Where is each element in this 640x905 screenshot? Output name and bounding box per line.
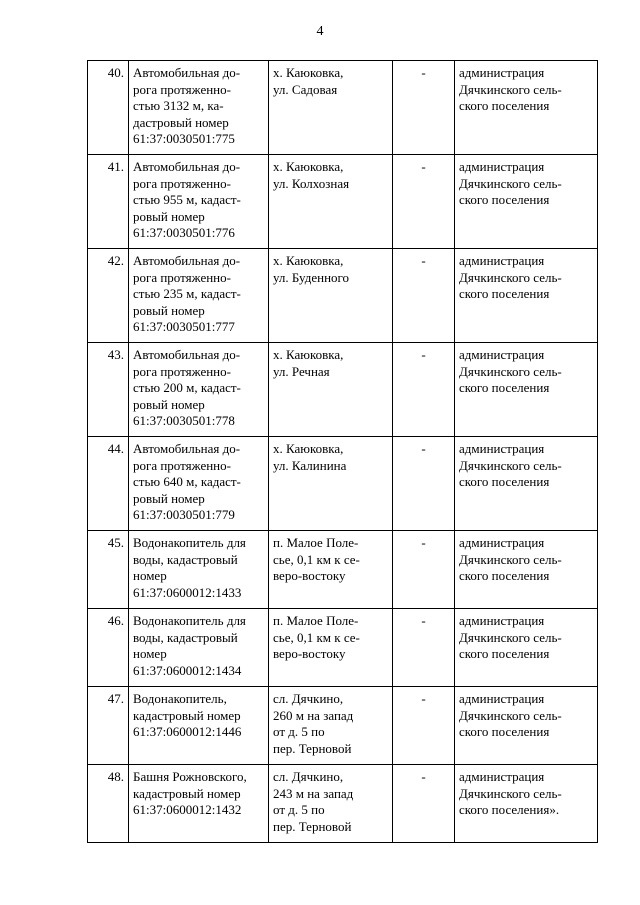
table-row bbox=[88, 249, 598, 343]
object-name-cell: Автомобильная до- рога протяженно- стью 235 м, кадаст- ровый номер 61:37:0030501:777 bbox=[129, 249, 269, 343]
table-body bbox=[88, 61, 598, 843]
object-name-cell: Водонакопитель для воды, кадастровый номер 61:37:0600012:1434 bbox=[129, 609, 269, 687]
property-registry-table bbox=[87, 60, 598, 843]
location-cell: х. Каюковка, ул. Колхозная bbox=[269, 155, 393, 249]
holder-cell: администрация Дячкинского сель- ского поселения». bbox=[455, 765, 598, 843]
table-row bbox=[88, 609, 598, 687]
holder-cell: администрация Дячкинского сель- ского поселения bbox=[455, 343, 598, 437]
table-row bbox=[88, 61, 598, 155]
location-cell: сл. Дячкино, 243 м на запад от д. 5 по пер. Терновой bbox=[269, 765, 393, 843]
object-name-cell: Водонакопитель, кадастровый номер 61:37:0600012:1446 bbox=[129, 687, 269, 765]
holder-cell: администрация Дячкинского сель- ского поселения bbox=[455, 687, 598, 765]
row-number-cell: 42. bbox=[88, 249, 129, 343]
holder-cell: администрация Дячкинского сель- ского поселения bbox=[455, 609, 598, 687]
dash-cell: - bbox=[393, 609, 455, 687]
table-row bbox=[88, 687, 598, 765]
holder-cell: администрация Дячкинского сель- ского поселения bbox=[455, 249, 598, 343]
page-number: 4 bbox=[316, 24, 324, 39]
dash-cell: - bbox=[393, 249, 455, 343]
dash-cell: - bbox=[393, 531, 455, 609]
location-cell: х. Каюковка, ул. Калинина bbox=[269, 437, 393, 531]
object-name-cell: Автомобильная до- рога протяженно- стью 955 м, кадаст- ровый номер 61:37:0030501:776 bbox=[129, 155, 269, 249]
table-row bbox=[88, 343, 598, 437]
dash-cell: - bbox=[393, 687, 455, 765]
object-name-cell: Автомобильная до- рога протяженно- стью 640 м, кадаст- ровый номер 61:37:0030501:779 bbox=[129, 437, 269, 531]
table-row bbox=[88, 531, 598, 609]
location-cell: сл. Дячкино, 260 м на запад от д. 5 по пер. Терновой bbox=[269, 687, 393, 765]
object-name-cell: Водонакопитель для воды, кадастровый номер 61:37:0600012:1433 bbox=[129, 531, 269, 609]
holder-cell: администрация Дячкинского сель- ского поселения bbox=[455, 61, 598, 155]
dash-cell: - bbox=[393, 437, 455, 531]
row-number-cell: 45. bbox=[88, 531, 129, 609]
row-number-cell: 43. bbox=[88, 343, 129, 437]
row-number-cell: 44. bbox=[88, 437, 129, 531]
holder-cell: администрация Дячкинского сель- ского поселения bbox=[455, 155, 598, 249]
location-cell: п. Малое Поле- сье, 0,1 км к се- веро-востоку bbox=[269, 531, 393, 609]
object-name-cell: Башня Рожновского, кадастровый номер 61:37:0600012:1432 bbox=[129, 765, 269, 843]
location-cell: х. Каюковка, ул. Буденного bbox=[269, 249, 393, 343]
table-row bbox=[88, 765, 598, 843]
dash-cell: - bbox=[393, 765, 455, 843]
dash-cell: - bbox=[393, 343, 455, 437]
row-number-cell: 47. bbox=[88, 687, 129, 765]
dash-cell: - bbox=[393, 155, 455, 249]
row-number-cell: 48. bbox=[88, 765, 129, 843]
dash-cell: - bbox=[393, 61, 455, 155]
table-row bbox=[88, 155, 598, 249]
row-number-cell: 41. bbox=[88, 155, 129, 249]
location-cell: п. Малое Поле- сье, 0,1 км к се- веро-востоку bbox=[269, 609, 393, 687]
row-number-cell: 40. bbox=[88, 61, 129, 155]
location-cell: х. Каюковка, ул. Речная bbox=[269, 343, 393, 437]
holder-cell: администрация Дячкинского сель- ского поселения bbox=[455, 531, 598, 609]
holder-cell: администрация Дячкинского сель- ского поселения bbox=[455, 437, 598, 531]
row-number-cell: 46. bbox=[88, 609, 129, 687]
object-name-cell: Автомобильная до- рога протяженно- стью 200 м, кадаст- ровый номер 61:37:0030501:778 bbox=[129, 343, 269, 437]
table-row bbox=[88, 437, 598, 531]
object-name-cell: Автомобильная до- рога протяженно- стью 3132 м, ка- дастровый номер 61:37:0030501:775 bbox=[129, 61, 269, 155]
location-cell: х. Каюковка, ул. Садовая bbox=[269, 61, 393, 155]
